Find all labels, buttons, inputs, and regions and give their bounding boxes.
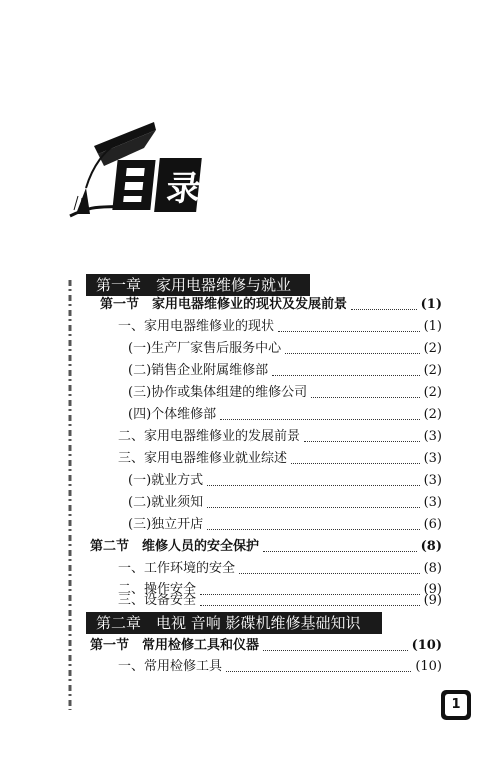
toc-entry-label: 第二节 维修人员的安全保护 bbox=[90, 539, 260, 554]
toc-entry[interactable] bbox=[128, 493, 442, 513]
page-number: 1 bbox=[445, 694, 467, 716]
leader-dots bbox=[272, 375, 419, 376]
scan-edge-decoration bbox=[66, 280, 74, 710]
leader-dots bbox=[285, 353, 419, 354]
toc-entry[interactable] bbox=[128, 515, 442, 535]
leader-dots bbox=[207, 529, 419, 530]
chapter-heading-2[interactable]: 第二章 电视 音响 影碟机维修基础知识 bbox=[86, 612, 382, 634]
toc-entry-page: (8) bbox=[420, 539, 442, 554]
leader-dots bbox=[226, 671, 411, 672]
toc-entry-label: (四)个体维修部 bbox=[128, 407, 217, 422]
toc-entry-label: (二)就业须知 bbox=[128, 495, 204, 510]
toc-entry-label: 第一节 常用检修工具和仪器 bbox=[90, 638, 260, 653]
page-number-badge bbox=[441, 690, 471, 720]
toc-entry[interactable] bbox=[128, 405, 442, 425]
toc-entry-section-1-2[interactable] bbox=[90, 537, 442, 557]
toc-entry-label: (一)生产厂家售后服务中心 bbox=[128, 341, 282, 356]
toc-entry-page: (2) bbox=[423, 363, 442, 378]
leader-dots bbox=[351, 309, 417, 310]
toc-entry[interactable] bbox=[118, 657, 442, 677]
toc-entry-page: (8) bbox=[423, 561, 442, 576]
leader-dots bbox=[263, 650, 408, 651]
toc-entry-page: (1) bbox=[423, 319, 442, 334]
toc-entry-label: (一)就业方式 bbox=[128, 473, 204, 488]
toc-entry[interactable] bbox=[128, 361, 442, 381]
toc-entry-label: 一、常用检修工具 bbox=[118, 659, 223, 674]
toc-entry-page: (10) bbox=[415, 659, 442, 674]
toc-entry-page: (2) bbox=[423, 385, 442, 400]
leader-dots bbox=[263, 551, 417, 552]
toc-entry-page: (9) bbox=[423, 582, 442, 597]
toc-entry-page: (3) bbox=[423, 429, 442, 444]
toc-entry-label: 三、家用电器维修业就业综述 bbox=[118, 451, 288, 466]
toc-entry-page: (3) bbox=[423, 495, 442, 510]
leader-dots bbox=[207, 485, 419, 486]
toc-entry-page: (10) bbox=[411, 638, 442, 653]
toc-entry-label: (三)协作或集体组建的维修公司 bbox=[128, 385, 308, 400]
toc-entry-page: (2) bbox=[423, 407, 442, 422]
toc-entry-label: 第一节 家用电器维修业的现状及发展前景 bbox=[100, 297, 348, 312]
leader-dots bbox=[278, 331, 420, 332]
toc-entry-page: (6) bbox=[423, 517, 442, 532]
leader-dots bbox=[311, 397, 419, 398]
leader-dots bbox=[304, 441, 420, 442]
svg-text:录: 录 bbox=[164, 169, 203, 209]
toc-entry-label: (二)销售企业附属维修部 bbox=[128, 363, 269, 378]
toc-entry-page: (9) bbox=[423, 593, 442, 608]
toc-entry[interactable] bbox=[128, 471, 442, 491]
toc-entry-label: 二、家用电器维修业的发展前景 bbox=[118, 429, 301, 444]
toc-entry[interactable] bbox=[118, 449, 442, 469]
toc-entry-page: (3) bbox=[423, 473, 442, 488]
toc-entry-label: 三、设备安全 bbox=[118, 593, 197, 608]
leader-dots bbox=[220, 419, 419, 420]
toc-entry-label: 一、家用电器维修业的现状 bbox=[118, 319, 275, 334]
toc-entry[interactable] bbox=[118, 317, 442, 337]
toc-entry-section-2-1[interactable] bbox=[90, 636, 442, 656]
toc-entry[interactable] bbox=[128, 383, 442, 403]
toc-logo bbox=[64, 118, 214, 228]
toc-entry-label: 二、操作安全 bbox=[118, 582, 197, 597]
toc-entry-label: 一、工作环境的安全 bbox=[118, 561, 236, 576]
leader-dots bbox=[291, 463, 420, 464]
toc-entry-section-1-1[interactable] bbox=[100, 295, 442, 315]
toc-entry-page: (2) bbox=[423, 341, 442, 356]
toc-entry-page: (3) bbox=[423, 451, 442, 466]
graduation-cap-icon bbox=[64, 118, 214, 228]
toc-entry[interactable] bbox=[128, 339, 442, 359]
toc-entry[interactable] bbox=[118, 591, 442, 611]
leader-dots bbox=[200, 605, 420, 606]
toc-entry-page: (1) bbox=[420, 297, 442, 312]
toc-entry-label: (三)独立开店 bbox=[128, 517, 204, 532]
toc-entry[interactable] bbox=[118, 427, 442, 447]
leader-dots bbox=[207, 507, 419, 508]
chapter-heading-1[interactable]: 第一章 家用电器维修与就业 bbox=[86, 274, 310, 296]
